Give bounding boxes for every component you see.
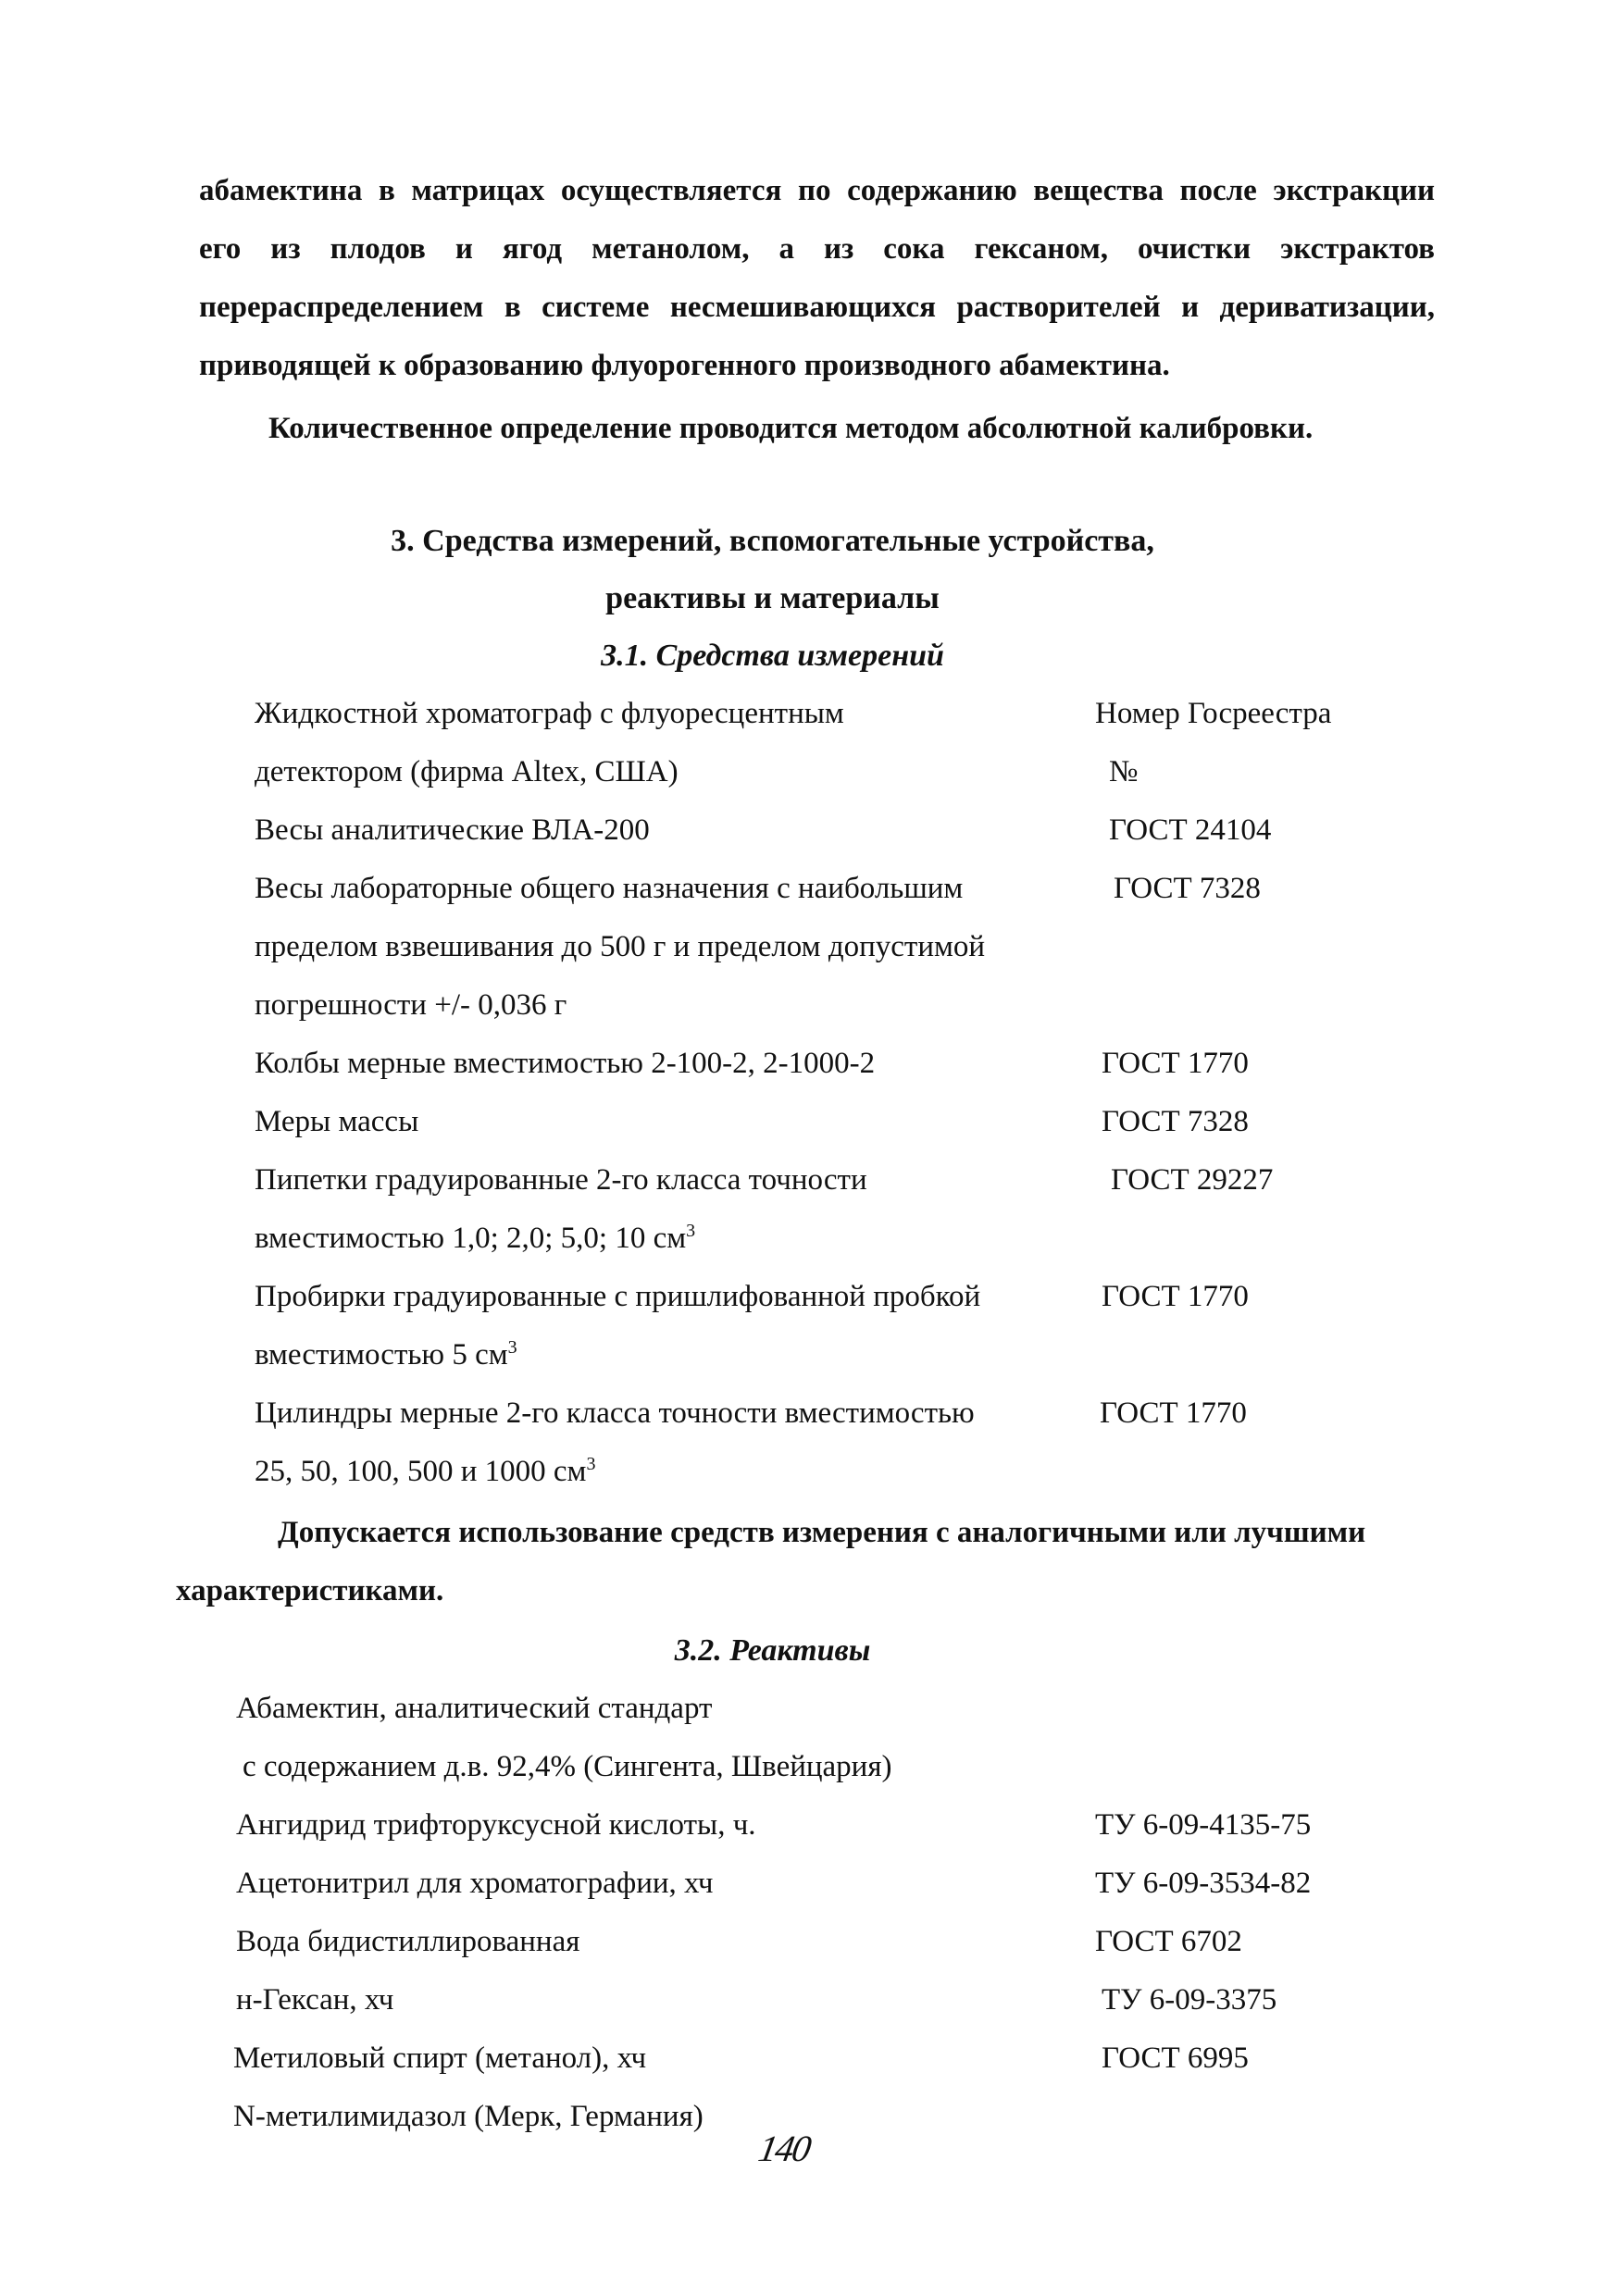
intro-line-3: перераспределением в системе несмешивающихся растворителей и дериватизации, xyxy=(199,291,1435,324)
reagent-6-standard: ГОСТ 6995 xyxy=(1102,2042,1249,2075)
intro-line-4: приводящей к образованию флуорогенного производного абамектина. xyxy=(199,349,1170,382)
allowance-line-2: характеристиками. xyxy=(176,1574,444,1607)
instrument-2-line-1: Весы аналитические ВЛА-200 xyxy=(255,813,650,847)
instrument-7-line-2-text: вместимостью 5 см xyxy=(255,1338,508,1371)
intro-line-1: абамектина в матрицах осуществляется по содержанию вещества после экстракции xyxy=(199,174,1435,207)
instrument-5-line-1: Меры массы xyxy=(255,1105,419,1138)
registry-header: Номер Госреестра xyxy=(1095,697,1332,730)
reagent-6: Метиловый спирт (метанол), хч xyxy=(233,2042,647,2075)
instrument-8-line-2 xyxy=(255,1454,596,1488)
reagent-5-standard: ТУ 6-09-3375 xyxy=(1102,1983,1277,2017)
instrument-8-line-2-text: 25, 50, 100, 500 и 1000 см xyxy=(255,1455,587,1488)
instrument-3-line-3: погрешности +/- 0,036 г xyxy=(255,988,567,1022)
instrument-3-line-2: пределом взвешивания до 500 г и пределом допустимой xyxy=(255,930,986,963)
instrument-8-line-1: Цилиндры мерные 2-го класса точности вместимостью xyxy=(255,1396,975,1430)
instrument-7-standard: ГОСТ 1770 xyxy=(1102,1280,1249,1313)
section-title-line-2: реактивы и материалы xyxy=(605,581,940,615)
instrument-2-standard: ГОСТ 24104 xyxy=(1109,813,1272,847)
instrument-3-line-1: Весы лабораторные общего назначения с наибольшим xyxy=(255,872,964,905)
instrument-1-line-2: детектором (фирма Altex, США) xyxy=(255,755,679,788)
instrument-7-line-2 xyxy=(255,1337,517,1371)
superscript-3: 3 xyxy=(586,1454,596,1474)
allowance-line-1: Допускается использование средств измерения с аналогичными или лучшими xyxy=(278,1516,1366,1549)
reagent-7: N-метилимидазол (Мерк, Германия) xyxy=(233,2100,704,2133)
instrument-4-standard: ГОСТ 1770 xyxy=(1102,1047,1249,1080)
superscript-3: 3 xyxy=(686,1221,696,1241)
instrument-6-line-1: Пипетки градуированные 2-го класса точности xyxy=(255,1163,867,1197)
superscript-3: 3 xyxy=(507,1337,517,1358)
reagent-1-detail: с содержанием д.в. 92,4% (Сингента, Швейцария) xyxy=(243,1750,892,1783)
subsection-3-2-title: 3.2. Реактивы xyxy=(674,1633,871,1668)
instrument-6-standard: ГОСТ 29227 xyxy=(1111,1163,1274,1197)
section-title-line-1: 3. Средства измерений, вспомогательные устройства, xyxy=(391,524,1154,558)
reagent-2-standard: ТУ 6-09-4135-75 xyxy=(1095,1808,1312,1842)
instrument-6-line-2-text: вместимостью 1,0; 2,0; 5,0; 10 см xyxy=(255,1222,687,1255)
instrument-8-standard: ГОСТ 1770 xyxy=(1100,1396,1247,1430)
reagent-1: Абамектин, аналитический стандарт xyxy=(236,1692,713,1725)
instrument-6-line-2 xyxy=(255,1223,695,1254)
quant-line: Количественное определение проводится методом абсолютной калибровки. xyxy=(268,412,1314,445)
intro-line-2: его из плодов и ягод метанолом, а из сока гексаном, очистки экстрактов xyxy=(199,232,1435,266)
reagent-4-standard: ГОСТ 6702 xyxy=(1095,1925,1242,1958)
instrument-4-line-1: Колбы мерные вместимостью 2-100-2, 2-1000-2 xyxy=(255,1047,876,1080)
subsection-3-1-title: 3.1. Средства измерений xyxy=(601,639,944,673)
reagent-5: н-Гексан, хч xyxy=(236,1983,394,2017)
reagent-3-standard: ТУ 6-09-3534-82 xyxy=(1095,1867,1312,1900)
reagent-4: Вода бидистиллированная xyxy=(236,1925,580,1958)
instrument-5-standard: ГОСТ 7328 xyxy=(1102,1105,1249,1138)
reagent-2: Ангидрид трифторуксусной кислоты, ч. xyxy=(236,1808,756,1842)
instrument-1-line-1: Жидкостной хроматограф с флуоресцентным xyxy=(255,697,844,730)
registry-no: № xyxy=(1109,755,1139,788)
instrument-7-line-1: Пробирки градуированные с пришлифованной пробкой xyxy=(255,1280,981,1313)
instrument-3-standard: ГОСТ 7328 xyxy=(1114,872,1261,905)
page-number: 140 xyxy=(755,2128,813,2169)
reagent-3: Ацетонитрил для хроматографии, хч xyxy=(236,1867,714,1900)
